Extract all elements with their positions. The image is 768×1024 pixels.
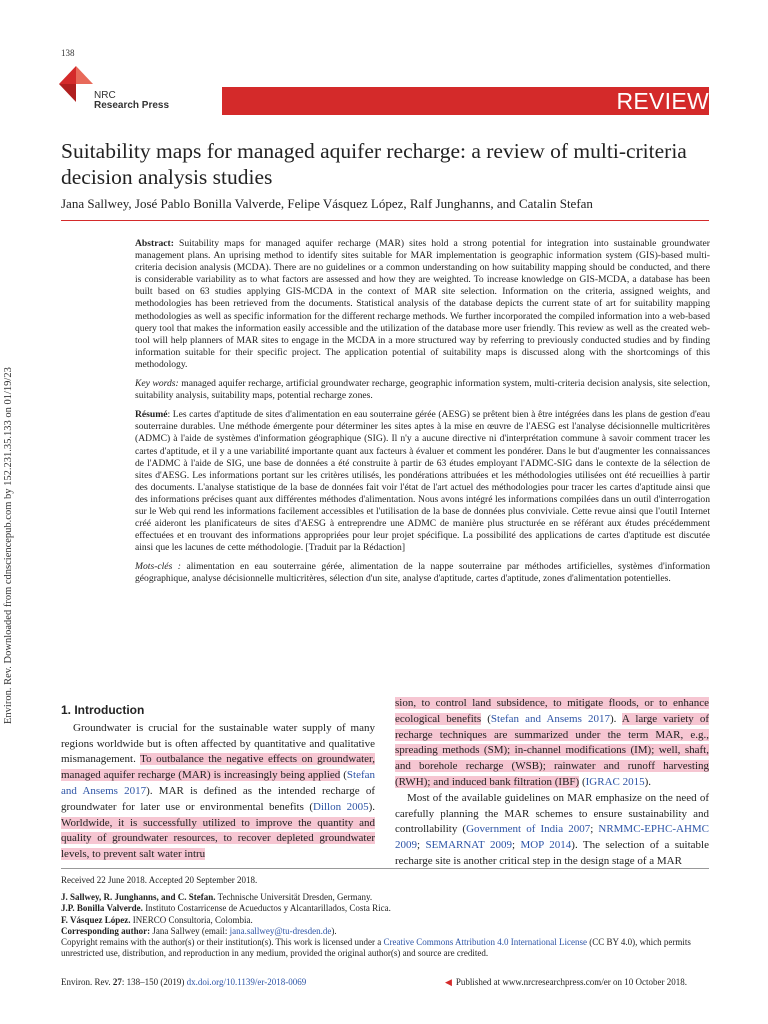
published-text: Published at www.nrcresearchpress.com/er on 10 October 2018. [455,977,688,987]
abstract [135,238,710,371]
affiliation-text: Instituto Costarricense de Acueductos y Alcantarillados, Costa Rica. [142,903,391,914]
highlighted-text: sion, to control land subsidence, to mitigate floods, or to enhance ecological benefits [395,697,709,725]
keywords [135,378,710,402]
received-dates: Received 22 June 2018. Accepted 20 September 2018. [61,875,258,885]
affiliation-names: J. Sallwey, R. Junghanns, and C. Stefan. [61,892,216,903]
highlighted-text: A large variety of recharge techniques are summarized under the term MAR, e.g., spreading methods (SM); in-channel modifications (IM); well, shaft, and borehole recharge (WSB); rainwater and runoff harvesting (RWH); and induced bank filtration (IBF) [395,712,710,788]
keywords-text: managed aquifer recharge, artificial groundwater recharge, geographic information system, multi-criteria decision analysis, site selection, suitability analysis, suitability maps, potential recharge zones. [135,378,710,402]
abstract-block [135,238,710,593]
intro-text: ( [579,775,586,788]
motscles-label: Mots-clés : [135,561,181,573]
journal-name: Environ. Rev. [61,977,113,987]
author-list: Jana Sallwey, José Pablo Bonilla Valverde, Felipe Vásquez López, Ralf Junghanns, and Catalin Stefan [61,196,593,211]
footnotes [61,875,711,959]
page-range: : 138–150 (2019) [121,977,187,987]
intro-text: Most of the available guidelines on MAR emphasize on the need of carefully planning the MAR schemes to ensure sustainability and controllability ( [395,791,709,836]
review-label: REVIEW [616,88,709,114]
intro-text: ). [368,800,375,813]
intro-text: ; [590,823,599,836]
intro-text: ; [511,839,521,852]
download-watermark: Environ. Rev. Downloaded from cdnsciencepub.com by 152.231.35.133 on 01/19/23 [3,367,14,724]
affiliation-3 [61,915,711,926]
review-banner [222,87,709,115]
body-column-right-text [395,696,709,870]
body-column-left [61,703,375,863]
copyright-text: (CC BY 4.0), which permits unrestricted use, distribution, and reproduction in any medium, provided the original author(s) and source are credited. [61,937,691,959]
intro-text: ). [610,712,622,725]
reference-link[interactable]: Stefan and Ansems 2017 [490,712,610,725]
resume [135,409,710,554]
copyright-text: Copyright remains with the author(s) or their institution(s). This work is licensed under a [61,937,384,948]
reference-link[interactable]: Dillon 2005 [313,800,369,813]
email-link[interactable]: jana.sallwey@tu-dresden.de [229,925,332,936]
abstract-text: Suitability maps for managed aquifer recharge (MAR) sites hold a strong potential for integration into sustainable groundwater management plans. An uprising method to identify sites suitable for MAR implementation is geographic information system (GIS)-based multi-criteria decision analysis (MCDA). There are no guidelines or a common understanding on how suitability mapping should be conducted, and there is considerable variability as to what factors are assessed and how they are weighted. To increase knowledge on GIS-MCDA, a database has been built based on 63 studies applying GIS-MCDA in the context of MAR site selection. Information on the criteria, assigned weights, and methodologies has been retrieved from the documents. Statistical analysis of the database depicts the current state of art for suitability mapping methodologies as well as specific information for the different recharge methods. We further incorporated the compiled information into a web-based query tool that makes the information easily accessible and the utilization of the database more user friendly. This review as well as the created web-tool will help planners of MAR sites to engage in the MCDA in a more structured way by referring to previously conducted studies and by finding information suitable for their specific project. The application potential of suitability maps is discussed along with the shortcomings of this methodology. [135,238,710,370]
highlighted-text: Worldwide, it is successfully utilized to improve the quantity and quality of groundwater resources, to recover depleted groundwater levels, to prevent salt water intru [61,816,375,861]
abstract-label: Abstract: [135,238,174,249]
corresponding-author [61,926,711,937]
intro-text: ). [644,775,652,788]
reference-link[interactable]: Government of India 2007 [466,823,591,836]
affiliation-names: F. Vásquez López. [61,914,131,925]
intro-paragraph-1 [61,721,375,863]
section-heading: 1. Introduction [61,703,145,717]
published-line [445,977,687,988]
page-number: 138 [61,48,75,58]
volume-number: 27 [112,977,122,987]
arrow-icon: ◀ [445,977,452,987]
intro-text: ; [417,839,426,852]
motscles [135,561,710,585]
reference-link[interactable]: MOP 2014 [520,839,572,852]
intro-text: ( [340,769,347,782]
publisher-name [94,91,169,111]
article-title: Suitability maps for managed aquifer recharge: a review of multi-criteria decision analysis studies [61,139,687,189]
intro-text: ). MAR is defined as the intended recharge of groundwater for later use or environmental benefits ( [61,784,375,813]
affiliation-text: INERCO Consultoria, Colombia. [130,914,253,925]
affiliation-2 [61,903,711,914]
motscles-text: alimentation en eau souterraine gérée, alimentation de la nappe souterraine par méthodes artificielles, systèmes d'information géographique, analyse décisionnelle multicritères, sélection d'un site, analyse d'aptitude, cartes d'aptitude, zones d'alimentation potentielles. [135,561,710,585]
highlighted-text: To outbalance the negative effects on groundwater, managed aquifer recharge (MAR) is increasingly being applied [61,753,375,782]
intro-text: ( [481,712,491,725]
title-divider [61,220,709,221]
reference-link[interactable]: IGRAC 2015 [585,775,645,788]
intro-text: ). The selection of a suitable recharge site is another critical step in the design stage of a MAR [395,839,709,867]
affiliation-text: Technische Universität Dresden, Germany. [215,892,373,903]
publisher-line2: Research Press [94,100,170,111]
intro-text: Groundwater is crucial for the sustainable water supply of many regions worldwide but is often affected by quantitative and qualitative mismanagement. [61,721,375,766]
affiliation-1 [61,892,711,903]
citation-line [61,977,306,987]
affiliation-names: J.P. Bonilla Valverde. [61,903,143,914]
resume-text: : Les cartes d'aptitude de sites d'alimentation en eau souterraine gérée (AESG) se prêtent bien à être intégrées dans les plans de gestion d'eau souterraine durables. Une méthode émergente pour déterminer les sites aptes à la mise en œuvre de l'AESG est l'analyse décisionnelle multicritères (ADMC) à l'aide de systèmes d'information géographique (SIG). Il n'y a aucune directive ni d'interprétation commune à savoir comment tracer les cartes d'aptitude, et il y a une variabilité importante quant aux facteurs à évaluer et comment les pondérer. Dans le but d'augmenter les connaissances de l'ADMC à l'aide de SIG, une base de données a été construite à partir de 63 études employant l'ADMC-SIG dans le contexte de la sélection de sites d'AESG. Les informations portant sur les critères utilisés, les pondérations attribuées et les méthodologies utilisées ont été recueillies à partir des documents. L'analyse statistique de la base de données fait voir l'état de l'art actuel des méthodologies pour tracer les cartes d'aptitude ainsi que des informations précises quant aux différentes méthodes d'alimentation. Nous avons intégré les informations compilées dans un outil d'interrogation sur le Web qui rend les informations facilement accessibles et l'utilisation de la base de données plus conviviale. Cette revue ainsi que l'outil Internet créé aideront les planificateurs de sites d'AESG à entreprendre une ADMC de manière plus structurée en se référant aux études précédemment effectuées et en trouvant des informations appropriées pour leur projet spécifique. La possibilité des applications de cartes d'aptitude est discutée ainsi que les lacunes de cette méthodologie. [Traduit par la Rédaction] [135,409,710,554]
reference-link[interactable]: Stefan and Ansems 2017 [61,769,375,797]
intro-paragraph-1-cont [395,696,709,791]
corresponding-text: Jana Sallwey (email: [150,925,230,936]
resume-label: Résumé [135,409,168,421]
copyright-notice [61,937,711,959]
corresponding-end: ). [331,925,337,936]
publisher-line1: NRC [94,90,116,101]
corresponding-label: Corresponding author: [61,925,151,936]
license-link[interactable]: Creative Commons Attribution 4.0 International License [383,937,587,948]
reference-link[interactable]: SEMARNAT 2009 [425,839,512,852]
keywords-label: Key words: [135,378,179,390]
reference-link[interactable]: NRMMC-EPHC-AHMC 2009 [395,823,710,852]
doi-link[interactable]: dx.doi.org/10.1139/er-2018-0069 [186,977,307,987]
intro-paragraph-2 [395,791,709,870]
